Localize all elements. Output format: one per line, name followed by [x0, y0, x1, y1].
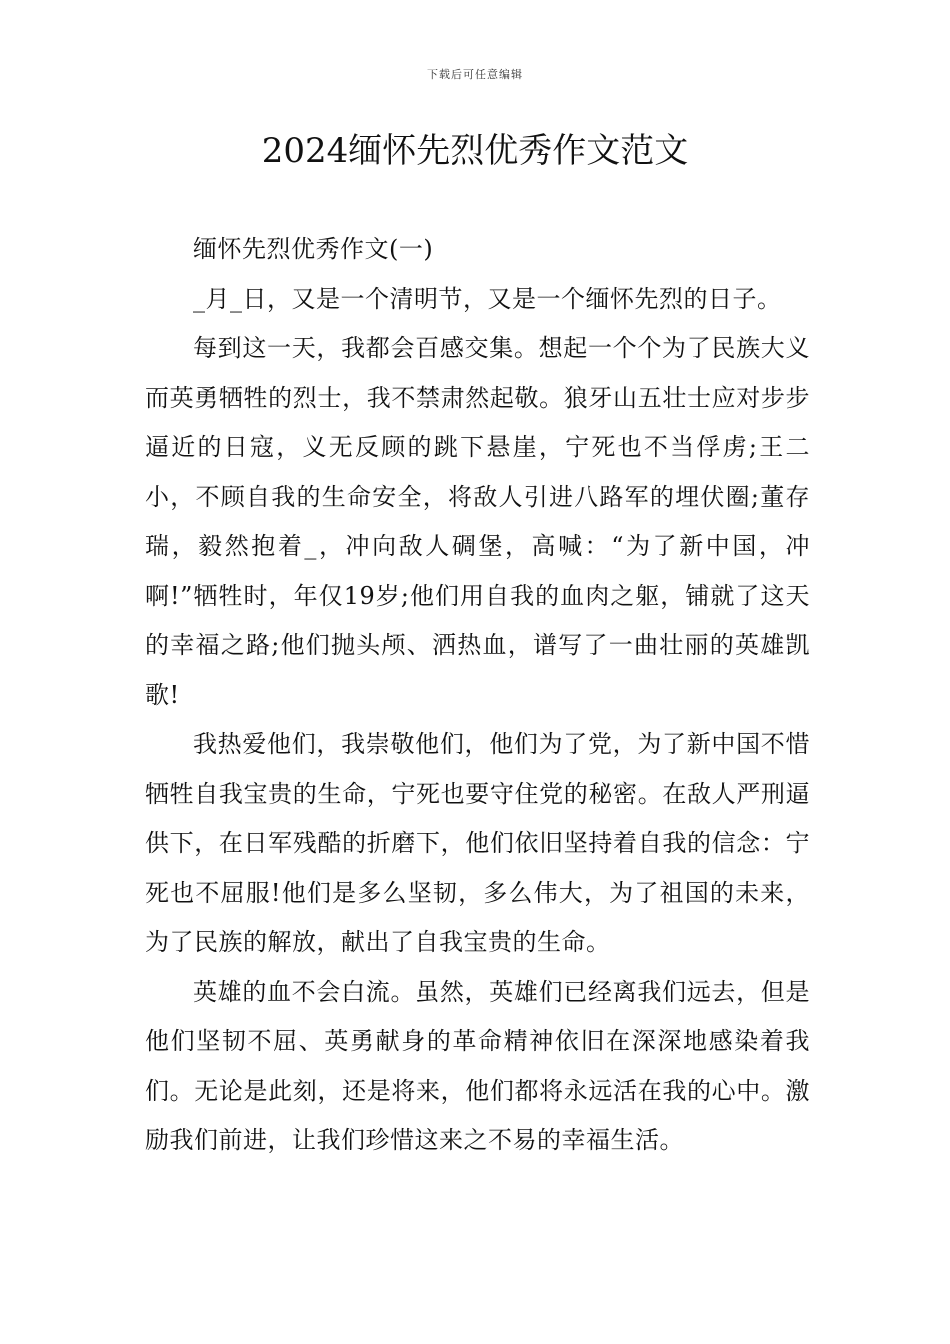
paragraph-conclusion: 英雄的血不会白流。虽然，英雄们已经离我们远去，但是他们坚韧不屈、英勇献身的革命精神依旧在深深地感染着我们。无论是此刻，还是将来，他们都将永远活在我的心中。激励我们前进，让我们珍惜这来之不易的幸福生活。: [145, 977, 810, 1154]
paragraph-admiration: 我热爱他们，我崇敬他们，他们为了党，为了新中国不惜牺牲自我宝贵的生命，宁死也要守住党的秘密。在敌人严刑逼供下，在日军残酷的折磨下，他们依旧坚持着自我的信念：宁死也不屈服!他们是多么坚韧，多么伟大，为了祖国的未来，为了民族的解放，献出了自我宝贵的生命。: [145, 730, 810, 956]
document-body: [145, 225, 810, 1166]
header-note: 下载后可任意编辑: [427, 68, 523, 81]
paragraph-date: _月_日，又是一个清明节，又是一个缅怀先烈的日子。: [193, 284, 782, 313]
section-heading: 缅怀先烈优秀作文(一): [193, 235, 434, 263]
document-title: 2024缅怀先烈优秀作文范文: [261, 131, 689, 171]
paragraph-heroes: 每到这一天，我都会百感交集。想起一个个为了民族大义而英勇牺牲的烈士，我不禁肃然起敬。狼牙山五壮士应对步步逼近的日寇，义无反顾的跳下悬崖，宁死也不当俘虏;王二小，不顾自我的生命安全，将敌人引进八路军的埋伏圈;董存瑞，毅然抱着_，冲向敌人碉堡，高喊：“为了新中国，冲啊!”牺牲时，年仅19岁;他们用自我的血肉之躯，铺就了这天的幸福之路;他们抛头颅、洒热血，谱写了一曲壮丽的英雄凯歌!: [145, 334, 810, 709]
